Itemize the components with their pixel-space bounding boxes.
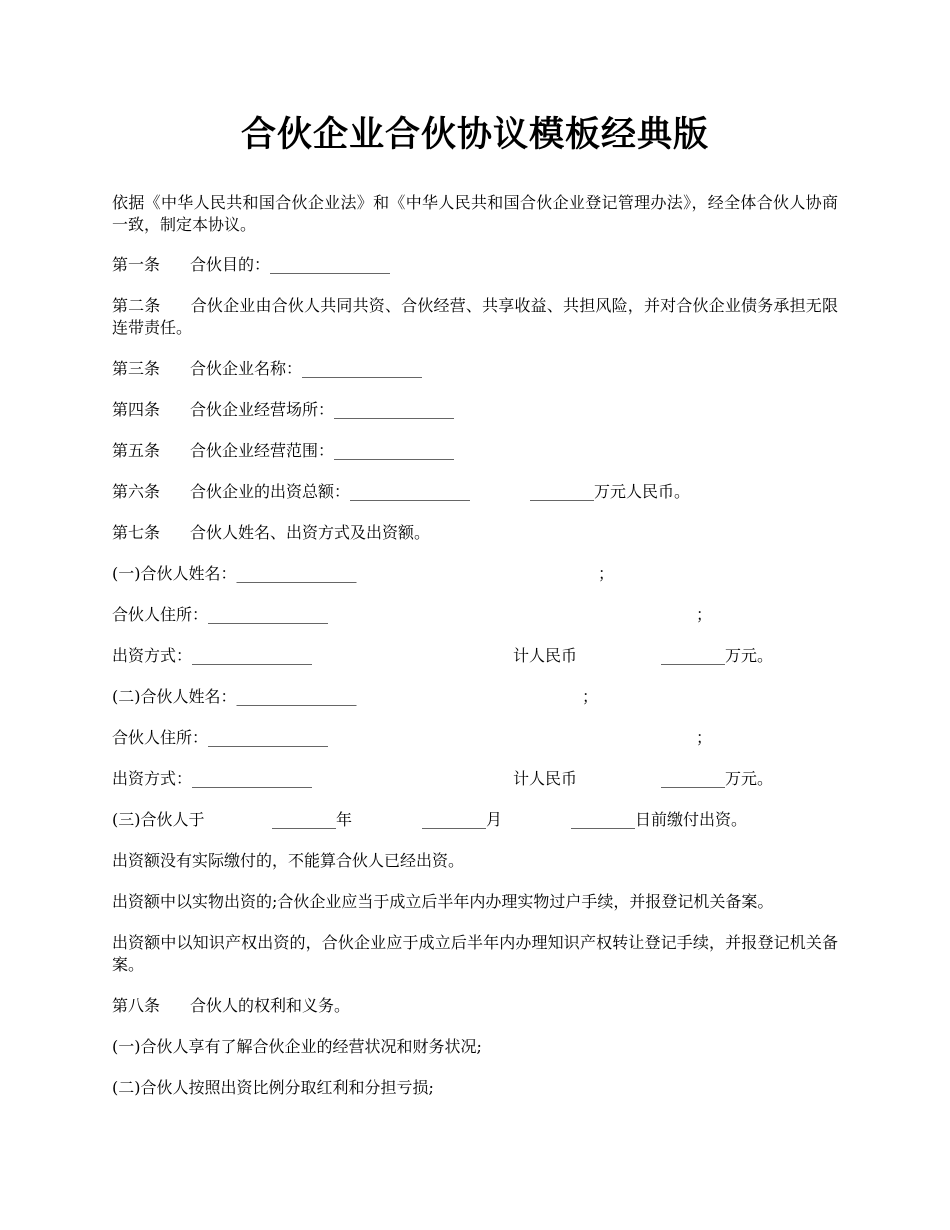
article-4-number: 第四条: [112, 400, 161, 419]
article-3: [112, 358, 838, 380]
right-2: (二)合伙人按照出资比例分取红利和分担亏损;: [112, 1078, 434, 1097]
partner-2-method-line: [112, 768, 838, 790]
article-6-label: [112, 481, 470, 503]
partner-1-method-rmb: 计人民币: [513, 646, 578, 665]
partner-1-method-line: [112, 645, 838, 667]
article-6-number: 第六条: [112, 482, 161, 501]
partner-3-month: ________月: [422, 810, 503, 829]
article-7-number: 第七条: [112, 523, 161, 542]
article-6-text: 合伙企业的出资总额：_______________: [190, 482, 471, 501]
partner-1-address-end: ；: [696, 605, 713, 624]
partner-2-method-label: 出资方式：_______________: [112, 769, 313, 788]
note-3: 出资额中以知识产权出资的，合伙企业应于成立后半年内办理知识产权转让登记手续，并报登记机关备案。: [112, 933, 838, 974]
article-7: [112, 522, 838, 544]
note-1: 出资额没有实际缴付的，不能算合伙人已经出资。: [112, 851, 465, 870]
partner-2-name-label: (二)合伙人姓名：_______________: [112, 687, 357, 706]
partner-1-method-amount: ________万元。: [661, 646, 774, 665]
note-2: 出资额中以实物出资的;合伙企业应当于成立后半年内办理实物过户手续，并报登记机关备案。: [112, 892, 774, 911]
article-8-number: 第八条: [112, 996, 161, 1015]
partner-3-year: ________年: [272, 810, 353, 829]
article-4-text: 合伙企业经营场所：_______________: [190, 400, 455, 419]
article-7-text: 合伙人姓名、出资方式及出资额。: [190, 523, 431, 542]
article-5-number: 第五条: [112, 441, 161, 460]
partner-2-method-amount: ________万元。: [661, 769, 774, 788]
article-1: [112, 254, 838, 276]
article-6-amount: ________万元人民币。: [530, 482, 691, 501]
article-8: [112, 995, 838, 1017]
partner-3-day: ________日前缴付出资。: [571, 810, 748, 829]
partner-2-name-end: ；: [582, 687, 599, 706]
article-5: [112, 440, 838, 462]
partner-1-name-line: [112, 563, 838, 585]
document-title: 合伙企业合伙协议模板经典版: [240, 114, 709, 155]
partner-1-address-line: [112, 604, 838, 626]
partner-2-name-line: [112, 686, 838, 708]
partner-3-prefix: (三)合伙人于: [112, 810, 205, 829]
partner-2-address-end: ；: [696, 728, 713, 747]
partner-2-method-rmb: 计人民币: [513, 769, 578, 788]
article-2: [112, 295, 838, 339]
article-2-number: 第二条: [112, 296, 161, 315]
partner-1-method-label: 出资方式：_______________: [112, 646, 313, 665]
partner-2-address-line: [112, 727, 838, 749]
article-2-text: 合伙企业由合伙人共同共资、合伙经营、共享收益、共担风险，并对合伙企业债务承担无限连带责任。: [112, 296, 838, 337]
article-1-text: 合伙目的：_______________: [190, 255, 391, 274]
article-4: [112, 399, 838, 421]
partner-3-payment-line: [112, 809, 838, 831]
article-3-number: 第三条: [112, 359, 161, 378]
partner-1-name-end: ；: [598, 564, 615, 583]
partner-2-address-label: 合伙人住所：_______________: [112, 728, 329, 747]
article-8-text: 合伙人的权利和义务。: [190, 996, 351, 1015]
right-1: (一)合伙人享有了解合伙企业的经营状况和财务状况;: [112, 1037, 482, 1056]
article-5-text: 合伙企业经营范围：_______________: [190, 441, 455, 460]
partner-1-address-label: 合伙人住所：_______________: [112, 605, 329, 624]
article-3-text: 合伙企业名称：_______________: [190, 359, 423, 378]
article-1-number: 第一条: [112, 255, 161, 274]
partner-1-name-label: (一)合伙人姓名：_______________: [112, 564, 357, 583]
article-6: [112, 481, 838, 503]
intro-paragraph: 依据《中华人民共和国合伙企业法》和《中华人民共和国合伙企业登记管理办法》，经全体合伙人协商一致，制定本协议。: [112, 193, 838, 234]
